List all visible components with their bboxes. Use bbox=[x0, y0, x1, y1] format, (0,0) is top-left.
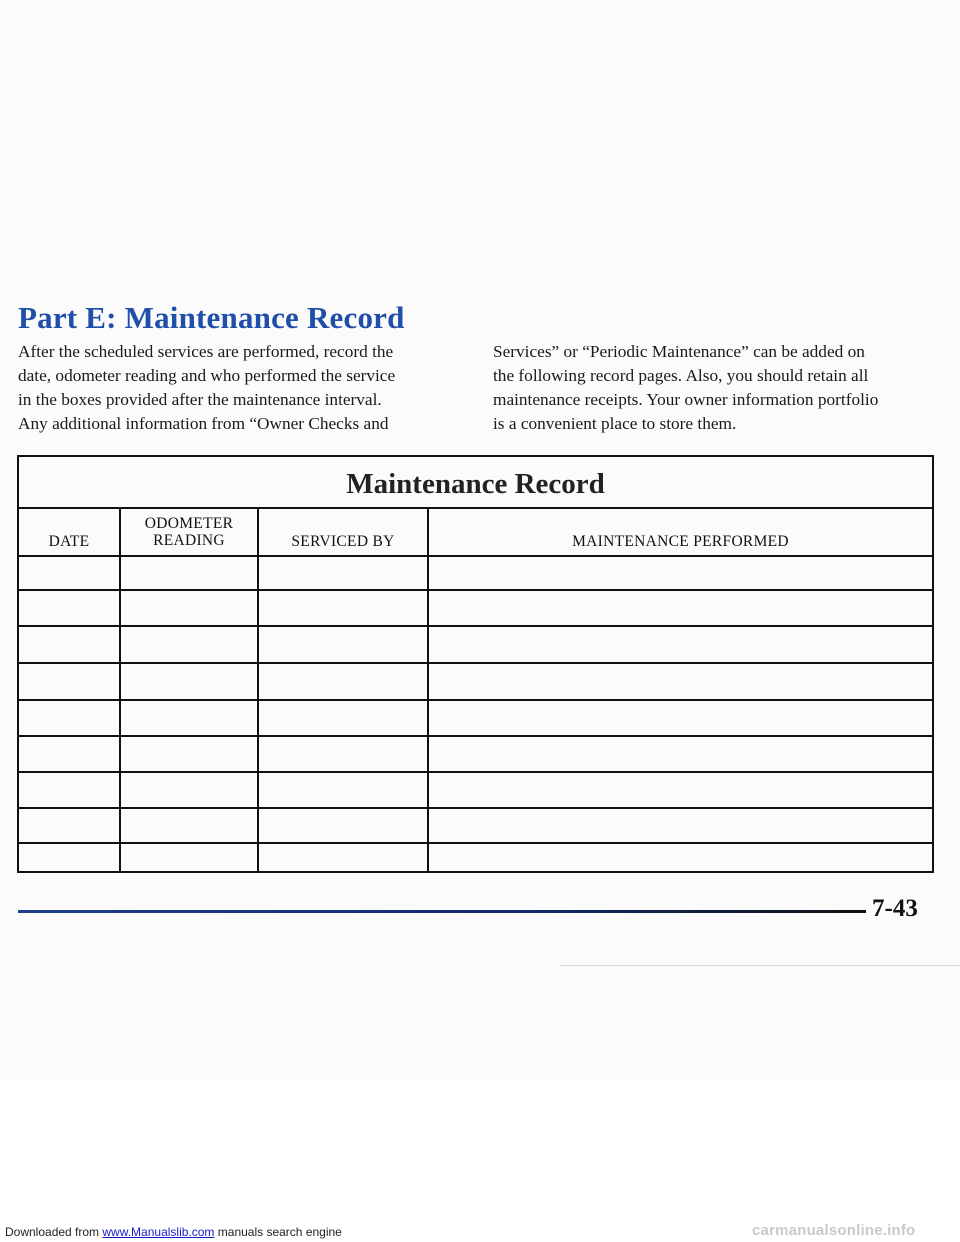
footer-suffix: manuals search engine bbox=[214, 1225, 342, 1239]
table-header-row bbox=[19, 507, 932, 557]
column-divider bbox=[257, 507, 259, 871]
row-divider bbox=[19, 589, 932, 591]
column-header-odometer: ODOMETER READING bbox=[144, 515, 234, 549]
footer-prefix: Downloaded from bbox=[5, 1225, 103, 1239]
intro-text-right: Services” or “Periodic Maintenance” can be added on the following record pages. Also, you should retain all maintenance receipts. Your owner information portfolio is a convenient place to store them. bbox=[493, 342, 879, 433]
section-heading: Part E: Maintenance Record bbox=[18, 300, 405, 335]
column-divider bbox=[119, 507, 121, 871]
intro-text-left: After the scheduled services are performed, record the date, odometer reading and who performed the service in the boxes provided after the maintenance interval. Any additional information from “Owner Checks and bbox=[18, 342, 396, 433]
row-divider bbox=[19, 625, 932, 627]
row-divider bbox=[19, 735, 932, 737]
column-header-serviced-by: SERVICED BY bbox=[291, 533, 395, 550]
table-title: Maintenance Record bbox=[19, 457, 932, 509]
page-number: 7-43 bbox=[872, 895, 918, 922]
row-divider bbox=[19, 699, 932, 701]
download-footer bbox=[5, 1225, 342, 1239]
row-divider bbox=[19, 807, 932, 809]
row-divider bbox=[19, 662, 932, 664]
footer-rule bbox=[18, 910, 866, 913]
row-divider bbox=[19, 842, 932, 844]
manualslib-link[interactable]: www.Manualslib.com bbox=[102, 1225, 215, 1239]
row-divider bbox=[19, 771, 932, 773]
watermark: carmanualsonline.info bbox=[752, 1222, 916, 1239]
column-divider bbox=[427, 507, 429, 871]
column-header-maintenance-performed: MAINTENANCE PERFORMED bbox=[572, 533, 789, 550]
scan-artifact-line bbox=[560, 965, 960, 966]
maintenance-record-table bbox=[17, 455, 934, 873]
column-header-date: DATE bbox=[48, 533, 90, 550]
